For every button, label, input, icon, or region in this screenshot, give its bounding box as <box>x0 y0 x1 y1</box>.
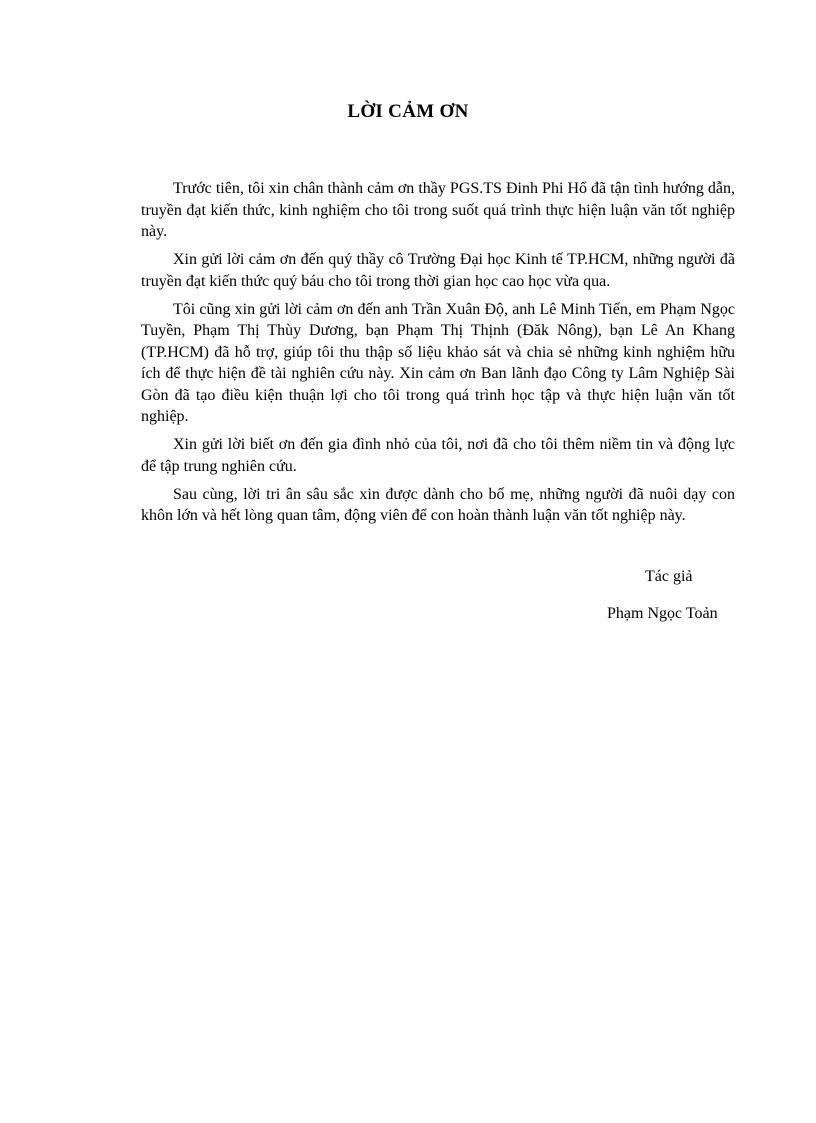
page-title: LỜI CẢM ƠN <box>347 101 469 122</box>
paragraph-thanks-faculty: Xin gửi lời cảm ơn đến quý thầy cô Trường Đại học Kinh tế TP.HCM, những người đã truyền đạt kiến thức quý báu cho tôi trong thời gian học cao học vừa qua. <box>141 251 735 290</box>
paragraph-thanks-advisor: Trước tiên, tôi xin chân thành cảm ơn thầy PGS.TS Đinh Phi Hổ đã tận tình hướng dẫn, truyền đạt kiến thức, kinh nghiệm cho tôi trong suốt quá trình thực hiện luận văn tốt nghiệp này. <box>141 180 735 240</box>
signature-role: Tác giả <box>645 568 693 585</box>
paragraph-thanks-family: Xin gửi lời biết ơn đến gia đình nhỏ của tôi, nơi đã cho tôi thêm niềm tin và động lực để tập trung nghiên cứu. <box>141 436 735 475</box>
paragraph-thanks-colleagues: Tôi cũng xin gửi lời cảm ơn đến anh Trần Xuân Độ, anh Lê Minh Tiến, em Phạm Ngọc Tuyền, Phạm Thị Thùy Dương, bạn Phạm Thị Thịnh (Đăk Nông), bạn Lê An Khang (TP.HCM) đã hỗ trợ, giúp tôi thu thập số liệu khảo sát và chia sẻ những kinh nghiệm hữu ích để thực hiện đề tài nghiên cứu này. Xin cảm ơn Ban lãnh đạo Công ty Lâm Nghiệp Sài Gòn đã tạo điều kiện thuận lợi cho tôi trong quá trình học tập và thực hiện luận văn tốt nghiệp. <box>141 300 735 425</box>
paragraph-thanks-parents: Sau cùng, lời tri ân sâu sắc xin được dành cho bố mẹ, những người đã nuôi dạy con khôn lớn và hết lòng quan tâm, động viên để con hoàn thành luận văn tốt nghiệp này. <box>141 485 735 524</box>
acknowledgement-body <box>141 178 735 533</box>
signature-name: Phạm Ngọc Toản <box>607 605 718 622</box>
